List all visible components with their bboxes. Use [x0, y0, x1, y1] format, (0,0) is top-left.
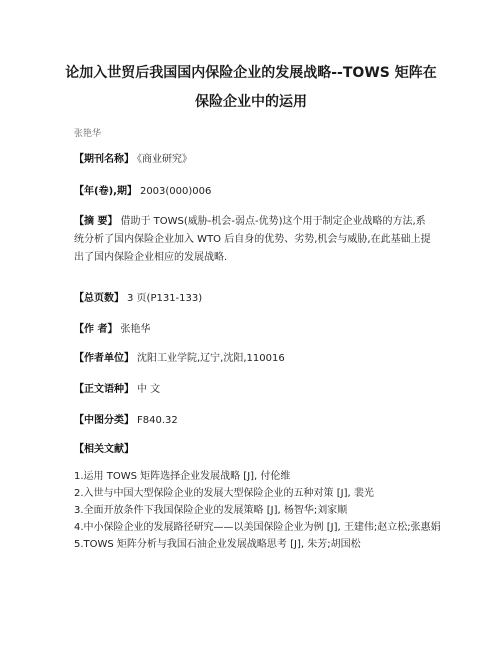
author-value: 张艳华 — [120, 324, 151, 335]
document-title-line-1: 论加入世贸后我国国内保险企业的发展战略--TOWS 矩阵在 — [65, 65, 437, 81]
pages-value: 3 页(P131-133) — [127, 293, 203, 304]
author-byline: 张艳华 — [74, 129, 102, 139]
reference-item[interactable]: 2.入世与中国大型保险企业的发展大型保险企业的五种对策 [J], 裴光 — [74, 488, 374, 499]
classification-field — [74, 412, 434, 429]
classification-label: 【中图分类】 — [74, 415, 134, 426]
author-field — [74, 321, 434, 338]
abstract-field — [74, 213, 434, 267]
pages-label: 【总页数】 — [74, 293, 124, 304]
affiliation-field — [74, 350, 434, 367]
journal-value: 《商业研究》 — [137, 154, 192, 165]
journal-field — [74, 151, 434, 168]
reference-list — [74, 468, 446, 553]
year-issue-label: 【年(卷),期】 — [74, 186, 137, 197]
related-field — [74, 441, 434, 458]
reference-item[interactable]: 3.全面开放条件下我国保险企业的发展策略 [J], 杨智华;刘家顺 — [74, 505, 348, 516]
abstract-label: 【摘 要】 — [74, 216, 118, 227]
abstract-text: 借助于 TOWS(威胁-机会-弱点-优势)这个用于制定企业战略的方法,系统分析了国内保险企业加入 WTO 后自身的优势、劣势,机会与威胁,在此基础上提出了国内保险企业相应的发展战略. — [74, 216, 431, 263]
affiliation-label: 【作者单位】 — [74, 353, 134, 364]
reference-item[interactable]: 4.中小保险企业的发展路径研究——以美国保险企业为例 [J], 王建伟;赵立松;张惠娟 — [74, 522, 441, 533]
reference-item[interactable]: 1.运用 TOWS 矩阵选择企业发展战略 [J], 付伦维 — [74, 471, 291, 482]
language-value: 中 文 — [137, 384, 161, 395]
journal-label: 【期刊名称】 — [74, 154, 134, 165]
related-label: 【相关文献】 — [74, 444, 134, 455]
year-issue-field — [74, 183, 434, 200]
reference-item[interactable]: 5.TOWS 矩阵分析与我国石油企业发展战略思考 [J], 朱芳;胡国松 — [74, 539, 361, 550]
pages-field — [74, 290, 434, 307]
language-field — [74, 381, 434, 398]
language-label: 【正文语种】 — [74, 384, 134, 395]
document-title-line-2: 保险企业中的运用 — [195, 94, 307, 110]
affiliation-value: 沈阳工业学院,辽宁,沈阳,110016 — [137, 353, 285, 364]
author-label: 【作 者】 — [74, 324, 118, 335]
classification-value: F840.32 — [137, 415, 178, 426]
year-issue-value: 2003(000)006 — [139, 186, 212, 197]
